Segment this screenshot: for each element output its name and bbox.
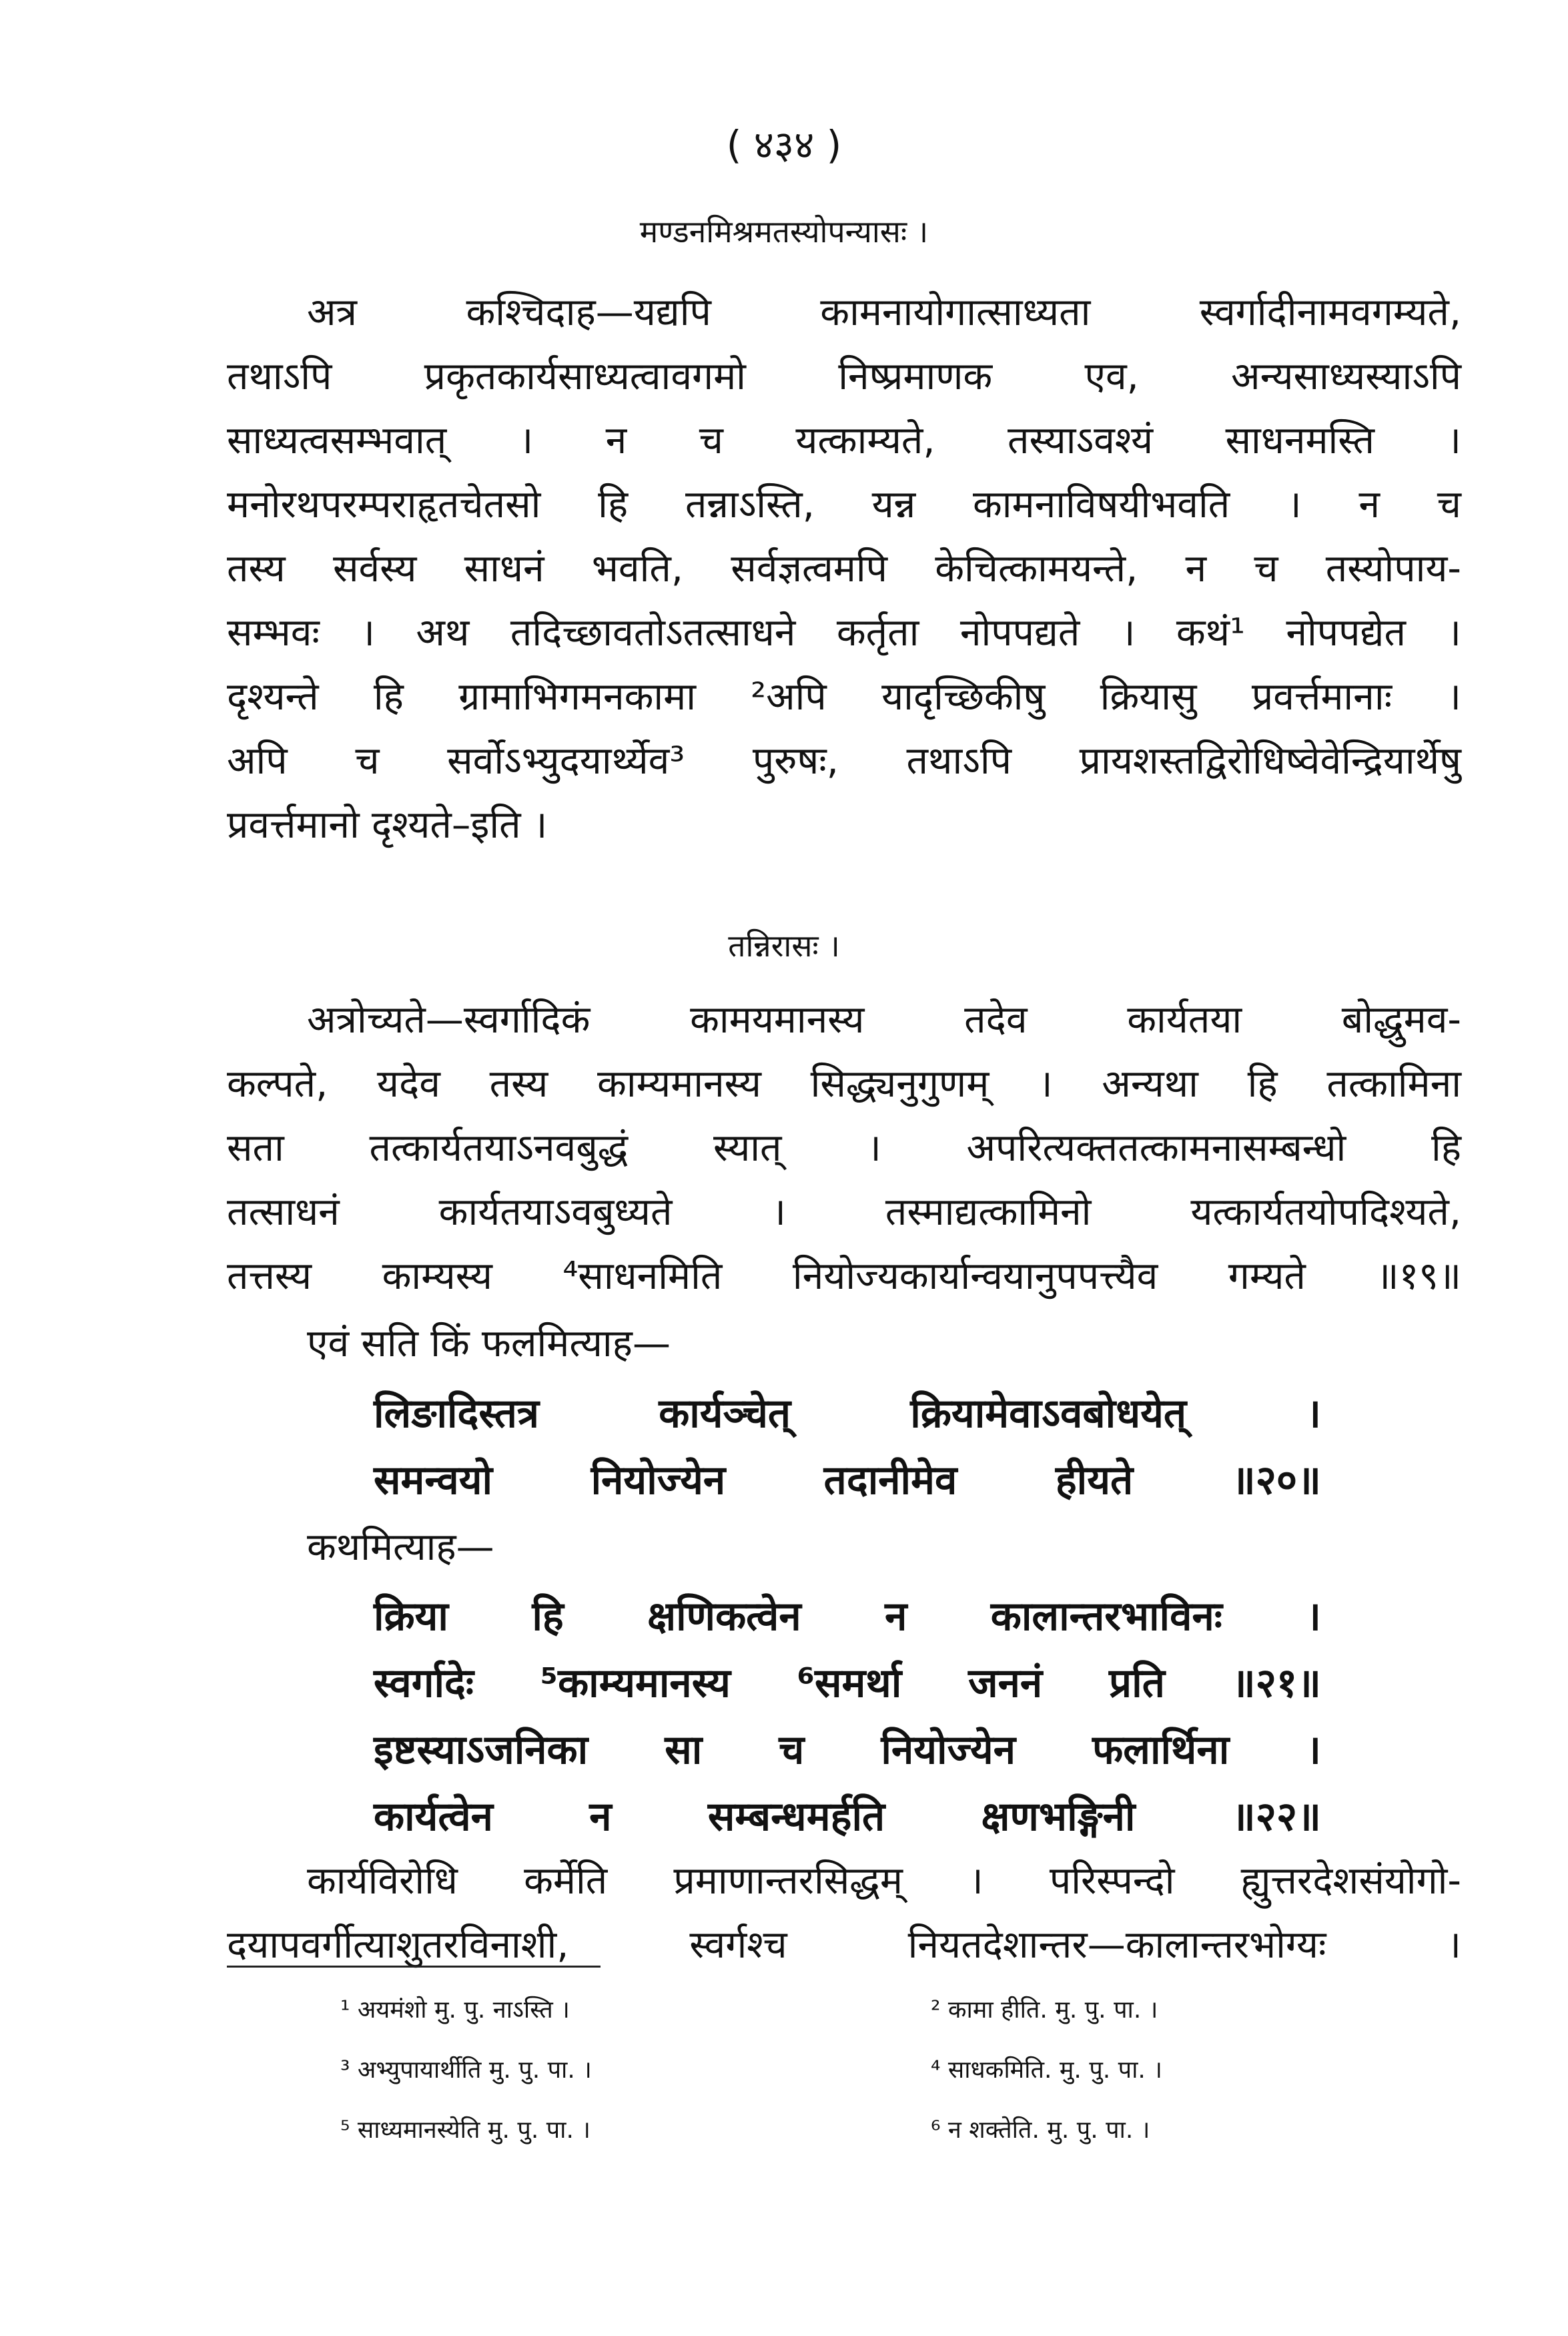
paragraph-1-line-5: तस्य सर्वस्य साधनं भवति, सर्वज्ञत्वमपि केचित्कामयन्ते, न च तस्योपाय- bbox=[227, 547, 1461, 591]
footnote-1: ¹ अयमंशो मु. पु. नाऽस्ति । bbox=[340, 1996, 570, 2024]
paragraph-2-line-4: तत्साधनं कार्यतयाऽवबुध्यते । तस्माद्यत्कामिनो यत्कार्यतयोपदिश्यते, bbox=[227, 1190, 1461, 1234]
verse-intro-2: कथमित्याह— bbox=[307, 1525, 494, 1569]
paragraph-2-line-1: अत्रोच्यते—स्वर्गादिकं कामयमानस्य तदेव कार्यतया बोद्धुमव- bbox=[307, 998, 1461, 1042]
verse-22-line-2: कार्यत्वेन न सम्बन्धमर्हति क्षणभङ्गिनी ॥२२॥ bbox=[374, 1793, 1321, 1840]
verse-22-line-1: इष्टस्याऽजनिका सा च नियोज्येन फलार्थिना । bbox=[374, 1727, 1321, 1773]
paragraph-1-line-6: सम्भवः । अथ तदिच्छावतोऽतत्साधने कर्तृता नोपपद्यते । कथं¹ नोपपद्येत । bbox=[227, 611, 1461, 655]
paragraph-1-line-8: अपि च सर्वोऽभ्युदयार्थ्येव³ पुरुषः, तथाऽपि प्रायशस्तद्विरोधिष्वेवेन्द्रियार्थेषु bbox=[227, 739, 1461, 783]
paragraph-1-line-1: अत्र कश्चिदाह—यद्यपि कामनायोगात्साध्यता स्वर्गादीनामवगम्यते, bbox=[307, 290, 1461, 334]
footnote-2: ² कामा हीति. मु. पु. पा. । bbox=[931, 1996, 1158, 2024]
page-number: ( ४३४ ) bbox=[726, 122, 842, 168]
paragraph-3-line-2: दयापवर्गीत्याशुतरविनाशी, स्वर्गश्च नियतदेशान्तर—कालान्तरभोग्यः । bbox=[227, 1923, 1461, 1967]
footnote-5: ⁵ साध्यमानस्येति मु. पु. पा. । bbox=[340, 2116, 591, 2144]
paragraph-2-line-3: सता तत्कार्यतयाऽनवबुद्धं स्यात् । अपरित्यक्ततत्कामनासम्बन्धो हि bbox=[227, 1126, 1461, 1170]
paragraph-1-line-9: प्रवर्त्तमानो दृश्यते–इति । bbox=[227, 803, 548, 847]
paragraph-1-line-2: तथाऽपि प्रकृतकार्यसाध्यत्वावगमो निष्प्रमाणक एव, अन्यसाध्यस्याऽपि bbox=[227, 354, 1461, 398]
section-heading-refutation: तन्निरासः । bbox=[728, 928, 840, 964]
paragraph-1-line-7: दृश्यन्ते हि ग्रामाभिगमनकामा ²अपि यादृच्छिकीषु क्रियासु प्रवर्त्तमानाः । bbox=[227, 675, 1461, 719]
footnote-6: ⁶ न शक्तेति. मु. पु. पा. । bbox=[931, 2116, 1150, 2144]
verse-20-line-2: समन्वयो नियोज्येन तदानीमेव हीयते ॥२०॥ bbox=[374, 1457, 1321, 1504]
paragraph-1-line-3: साध्यत्वसम्भवात् । न च यत्काम्यते, तस्याऽवश्यं साधनमस्ति । bbox=[227, 418, 1461, 463]
footnote-4: ⁴ साधकमिति. मु. पु. पा. । bbox=[931, 2056, 1162, 2084]
paragraph-2-line-2: कल्पते, यदेव तस्य काम्यमानस्य सिद्ध्यनुगुणम् । अन्यथा हि तत्कामिना bbox=[227, 1062, 1461, 1106]
verse-21-line-1: क्रिया हि क्षणिकत्वेन न कालान्तरभाविनः । bbox=[374, 1593, 1321, 1640]
paragraph-2-line-5: तत्तस्य काम्यस्य ⁴साधनमिति नियोज्यकार्यान्वयानुपपत्त्यैव गम्यते ॥१९॥ bbox=[227, 1254, 1461, 1298]
footnote-divider bbox=[227, 1966, 601, 1968]
paragraph-1-line-4: मनोरथपरम्पराहृतचेतसो हि तन्नाऽस्ति, यन्न कामनाविषयीभवति । न च bbox=[227, 483, 1461, 527]
verse-20-line-1: लिङादिस्तत्र कार्यञ्चेत् क्रियामेवाऽवबोधयेत् । bbox=[374, 1390, 1321, 1437]
section-heading-mandana-mishra: मण्डनमिश्रमतस्योपन्यासः । bbox=[639, 214, 929, 250]
verse-21-line-2: स्वर्गादेः ⁵काम्यमानस्य ⁶समर्था जननं प्रति ॥२१॥ bbox=[374, 1660, 1321, 1707]
paragraph-3-line-1: कार्यविरोधि कर्मेति प्रमाणान्तरसिद्धम् । परिस्पन्दो ह्युत्तरदेशसंयोगो- bbox=[307, 1859, 1461, 1903]
verse-intro-1: एवं सति किं फलमित्याह— bbox=[307, 1322, 671, 1366]
footnote-3: ³ अभ्युपायार्थीति मु. पु. पा. । bbox=[340, 2056, 592, 2084]
